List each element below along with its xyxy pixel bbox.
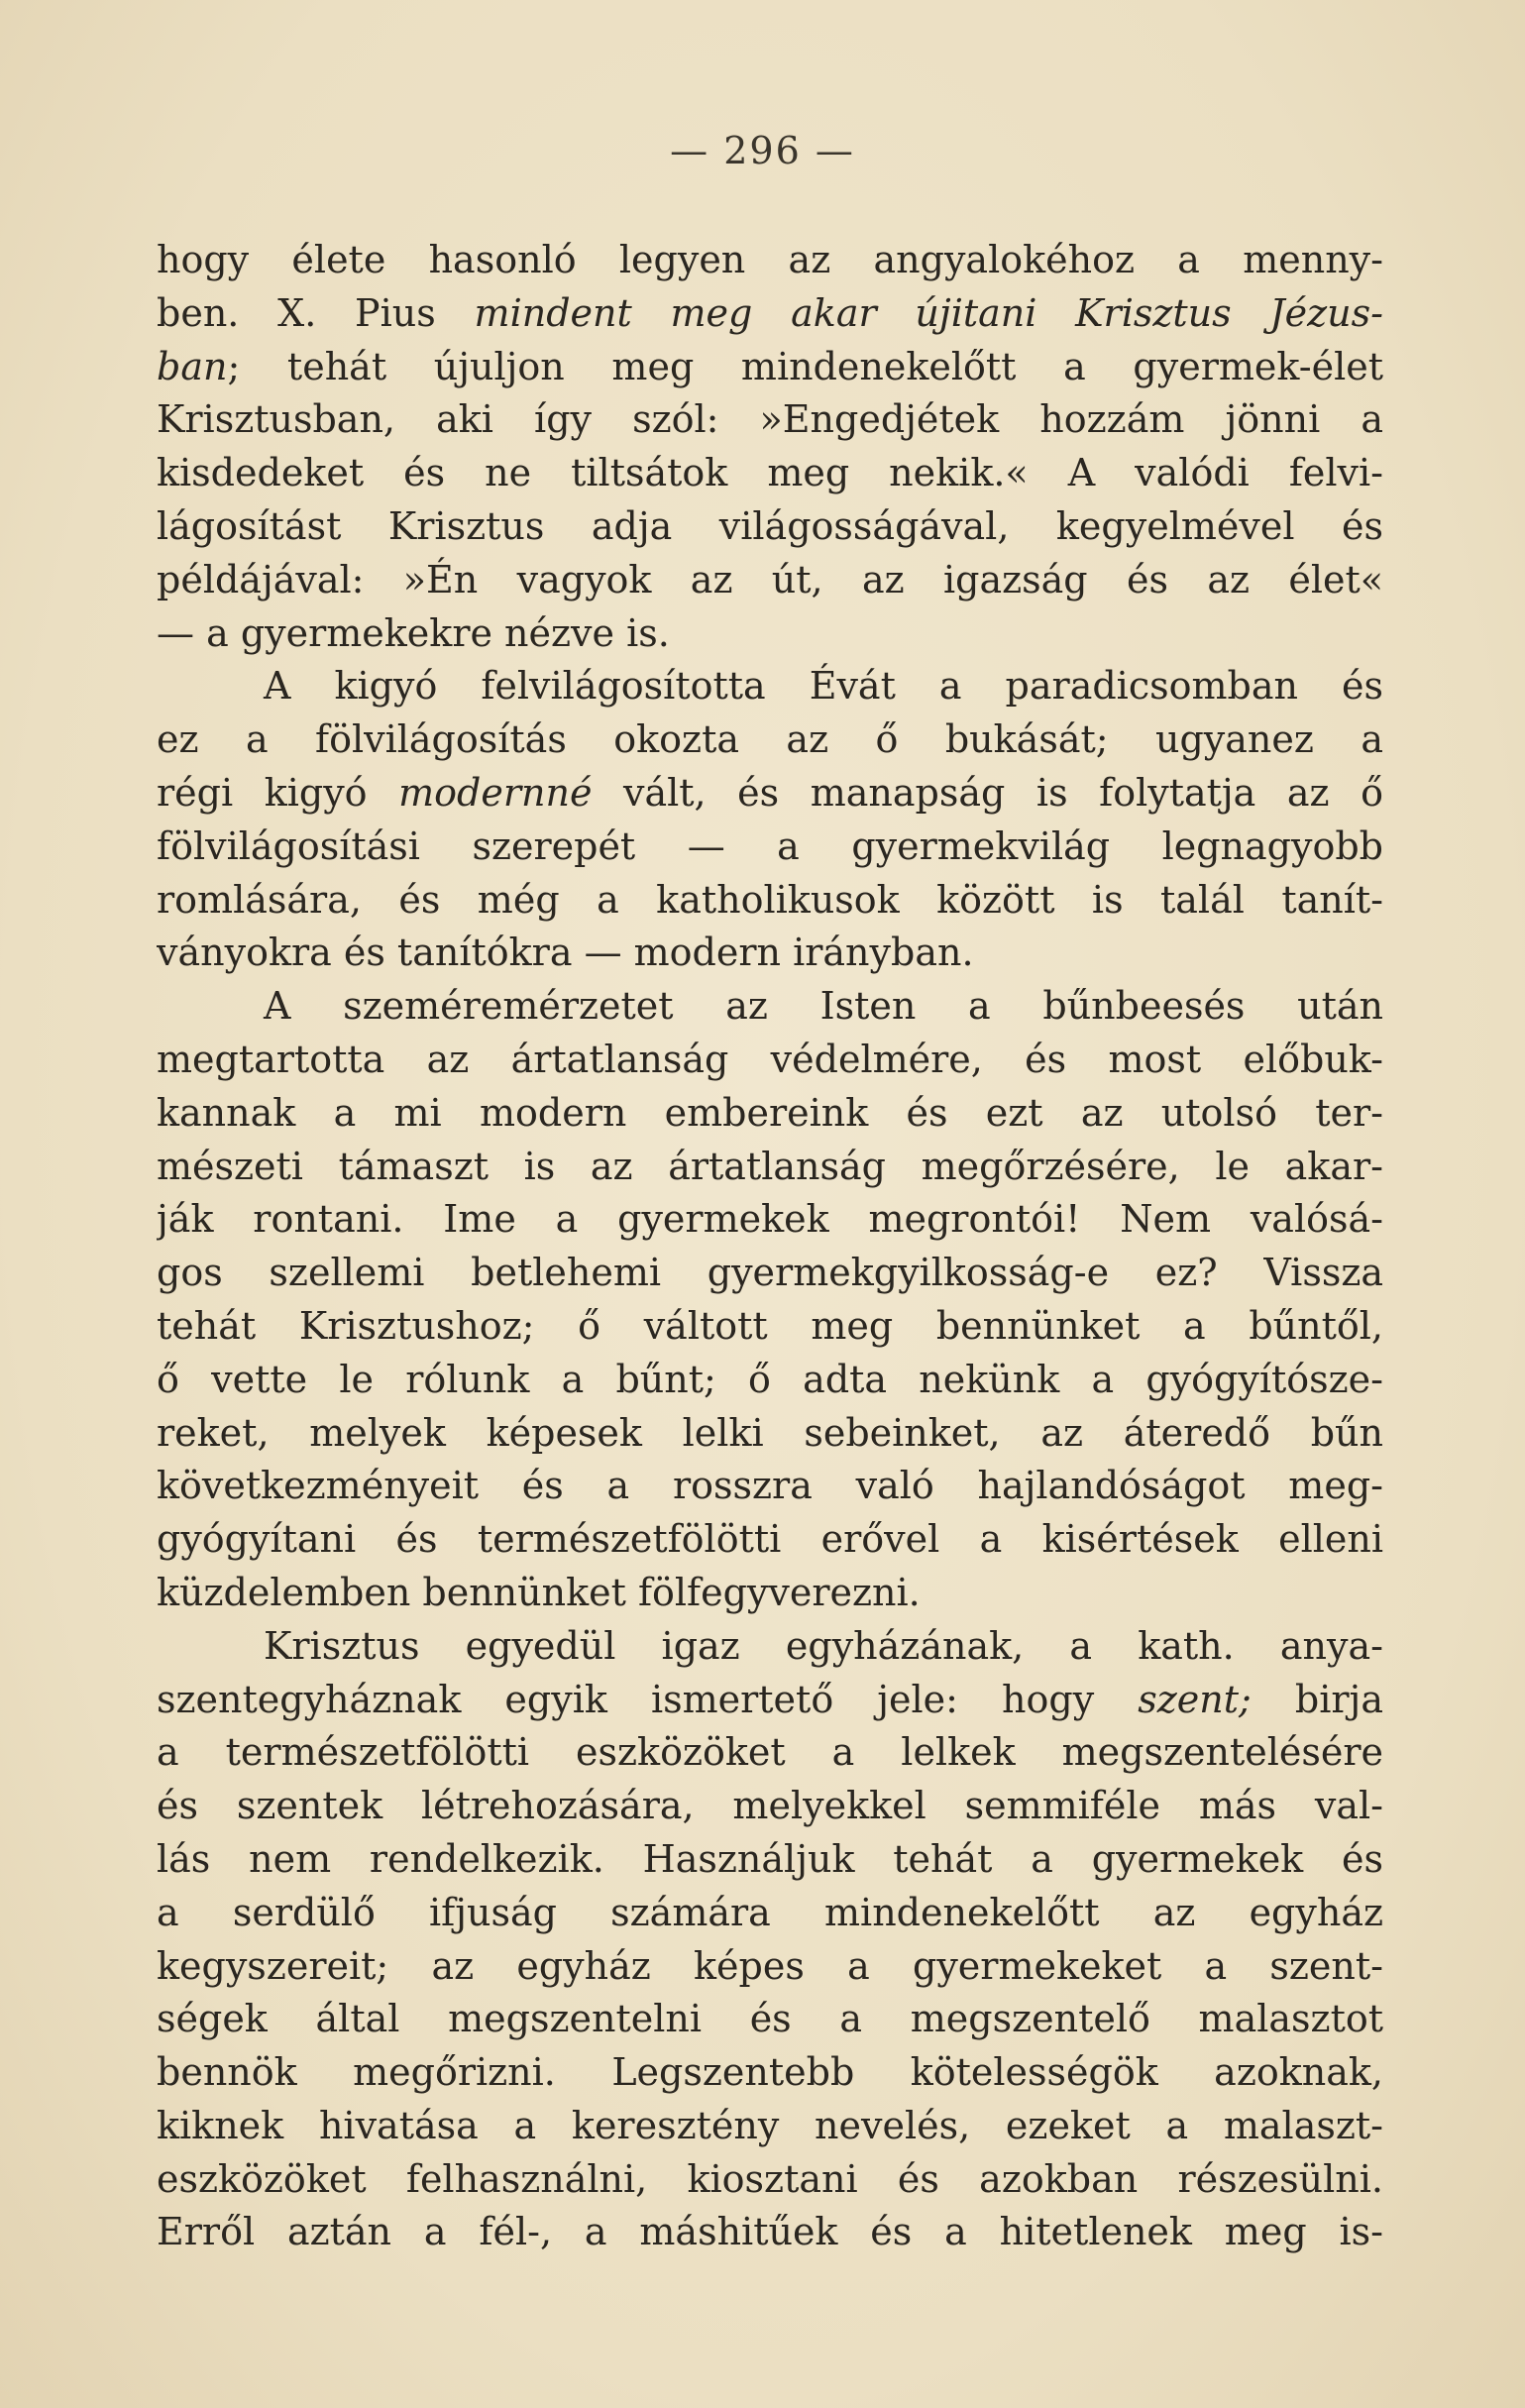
text-line: fölvilágosítási szerepét — a gyermekvilág legnagyobb <box>157 823 1383 868</box>
text-line: megtartotta az ártatlanság védelmére, és most előbuk- <box>157 1037 1383 1081</box>
text-line: ványokra és tanítókra — modern irányban. <box>157 930 974 975</box>
text-line: lágosítást Krisztus adja világosságával, kegyelmével és <box>157 503 1383 548</box>
text-line: tehát Krisztushoz; ő váltott meg bennünket a bűntől, <box>157 1303 1383 1348</box>
text-line: Erről aztán a fél-, a máshitűek és a hitetlenek meg is- <box>157 2210 1383 2254</box>
text-line: kegyszereit; az egyház képes a gyermekeket a szent- <box>157 1943 1383 1988</box>
text-line <box>157 767 1383 821</box>
text-line: küzdelemben bennünket fölfegyverezni. <box>157 1570 921 1614</box>
text-line: lás nem rendelkezik. Használjuk tehát a gyermekek és <box>157 1836 1383 1881</box>
text-line: eszközöket felhasználni, kiosztani és azokban részesülni. <box>157 2156 1383 2201</box>
text-line: kisdedeket és ne tiltsátok meg nekik.« A valódi felvi- <box>157 451 1383 495</box>
text-line: példájával: »Én vagyok az út, az igazság és az élet« <box>157 557 1383 602</box>
text-line: gyógyítani és természetfölötti erővel a kisértések elleni <box>157 1517 1383 1562</box>
text-line: a természetfölötti eszközöket a lelkek megszentelésére <box>157 1730 1383 1775</box>
text-segment: ben. X. Pius <box>157 290 475 335</box>
text-line: A kigyó felvilágosította Évát a paradicsomban és <box>264 664 1383 709</box>
text-line: hogy élete hasonló legyen az angyalokéhoz a menny- <box>157 238 1383 281</box>
text-line: kiknek hivatása a keresztény nevelés, ezeket a malaszt- <box>157 2103 1383 2147</box>
text-line: Krisztusban, aki így szól: »Engedjétek hozzám jönni a <box>157 397 1383 442</box>
text-line: ják rontani. Ime a gyermekek megrontói! Nem valósá- <box>157 1197 1383 1242</box>
text-line: — a gyermekekre nézve is. <box>157 610 670 655</box>
text-line <box>157 1674 1383 1727</box>
text-line <box>157 341 1383 394</box>
italic-text: mindent meg akar újitani Krisztus Jézus- <box>474 290 1383 335</box>
text-line: bennök megőrizni. Legszentebb kötelességök azoknak, <box>157 2050 1383 2095</box>
text-segment: birja <box>1251 1677 1383 1721</box>
text-line: ez a fölvilágosítás okozta az ő bukását; ugyanez a <box>157 717 1383 762</box>
text-line: Krisztus egyedül igaz egyházának, a kath. anya- <box>264 1623 1383 1668</box>
text-line: ő vette le rólunk a bűnt; ő adta nekünk a gyógyítósze- <box>157 1357 1383 1401</box>
italic-text: ban <box>157 344 228 388</box>
text-line: romlására, és még a katholikusok között is talál tanít- <box>157 877 1383 922</box>
text-line: következményeit és a rosszra való hajlandóságot meg- <box>157 1464 1383 1508</box>
text-segment: vált, és manapság is folytatja az ő <box>592 770 1383 815</box>
text-line <box>157 287 1383 341</box>
text-segment: szentegyháznak egyik ismertető jele: hogy <box>157 1677 1139 1721</box>
text-line: ségek által megszentelni és a megszentelő malasztot <box>157 1997 1383 2041</box>
text-line: reket, melyek képesek lelki sebeinket, az áteredő bűn <box>157 1410 1383 1455</box>
text-line: mészeti támaszt is az ártatlanság megőrzésére, le akar- <box>157 1144 1383 1188</box>
text-line: a serdülő ifjuság számára mindenekelőtt az egyház <box>157 1890 1383 1934</box>
italic-text: modernné <box>398 770 593 815</box>
text-segment: ; tehát újuljon meg mindenekelőtt a gyermek-élet <box>227 344 1383 388</box>
text-line: A szeméremérzetet az Isten a bűnbeesés után <box>264 984 1383 1029</box>
text-line: kannak a mi modern embereink és ezt az utolsó ter- <box>157 1090 1383 1135</box>
text-line: és szentek létrehozására, melyekkel semmiféle más val- <box>157 1784 1383 1828</box>
page-number-header: — 296 — <box>670 129 855 172</box>
text-segment: régi kigyó <box>157 770 399 815</box>
italic-text: szent; <box>1138 1677 1252 1721</box>
body-text <box>157 234 1383 2259</box>
text-line: gos szellemi betlehemi gyermekgyilkosság-e ez? Vissza <box>157 1251 1383 1295</box>
